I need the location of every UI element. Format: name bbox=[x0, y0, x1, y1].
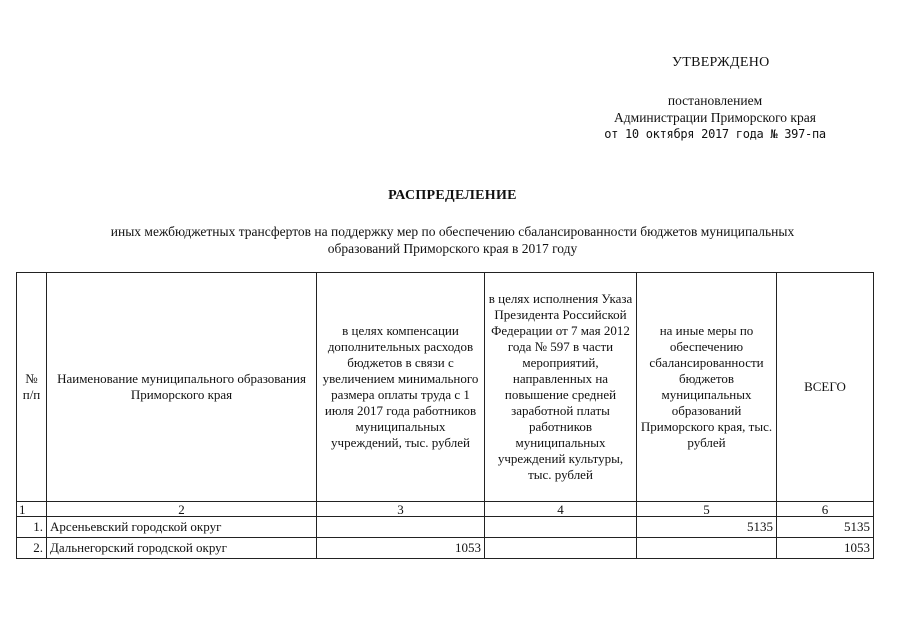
column-number: 5 bbox=[637, 502, 777, 517]
approved-label: УТВЕРЖДЕНО bbox=[672, 55, 770, 70]
value-decree bbox=[485, 517, 637, 538]
distribution-table bbox=[16, 272, 874, 559]
column-number: 3 bbox=[317, 502, 485, 517]
value-other: 5135 bbox=[637, 517, 777, 538]
column-number: 4 bbox=[485, 502, 637, 517]
municipality-name: Арсеньевский городской округ bbox=[47, 517, 317, 538]
value-mrot: 1053 bbox=[317, 538, 485, 559]
approval-block bbox=[570, 92, 860, 143]
column-number: 6 bbox=[777, 502, 874, 517]
document-subtitle bbox=[40, 223, 865, 257]
header-col-decree: в целях исполнения Указа Президента Российской Федерации от 7 мая 2012 года № 597 в части мероприятий, направленных на повышение средней заработной платы работников муниципальных учреждений культуры, тыс. рублей bbox=[485, 273, 637, 502]
approval-date: от 10 октября 2017 года № 397-па bbox=[604, 127, 826, 141]
table-row bbox=[17, 517, 874, 538]
header-col-total: ВСЕГО bbox=[777, 273, 874, 502]
header-col-other: на иные меры по обеспечению сбалансированности бюджетов муниципальных образований Приморского края, тыс. рублей bbox=[637, 273, 777, 502]
value-total: 1053 bbox=[777, 538, 874, 559]
table-row bbox=[17, 538, 874, 559]
column-number: 1 bbox=[17, 502, 47, 517]
subtitle-line-2: образований Приморского края в 2017 году bbox=[327, 241, 578, 256]
value-decree bbox=[485, 538, 637, 559]
subtitle-line-1: иных межбюджетных трансфертов на поддержку мер по обеспечению сбалансированности бюджетов муниципальных bbox=[110, 224, 795, 239]
value-total: 5135 bbox=[777, 517, 874, 538]
document-title: РАСПРЕДЕЛЕНИЕ bbox=[388, 188, 517, 203]
value-other bbox=[637, 538, 777, 559]
approval-line-2: Администрации Приморского края bbox=[614, 110, 816, 125]
value-mrot bbox=[317, 517, 485, 538]
header-col-number: № п/п bbox=[17, 273, 47, 502]
municipality-name: Дальнегорский городской округ bbox=[47, 538, 317, 559]
column-number: 2 bbox=[47, 502, 317, 517]
table-header-row bbox=[17, 273, 874, 502]
header-col-name: Наименование муниципального образования Приморского края bbox=[47, 273, 317, 502]
row-number: 1. bbox=[17, 517, 47, 538]
row-number: 2. bbox=[17, 538, 47, 559]
approval-line-1: постановлением bbox=[667, 93, 763, 108]
header-col-mrot: в целях компенсации дополнительных расходов бюджетов в связи с увеличением минимального размера оплаты труда с 1 июля 2017 года работников муниципальных учреждений, тыс. рублей bbox=[317, 273, 485, 502]
column-number-row bbox=[17, 502, 874, 517]
